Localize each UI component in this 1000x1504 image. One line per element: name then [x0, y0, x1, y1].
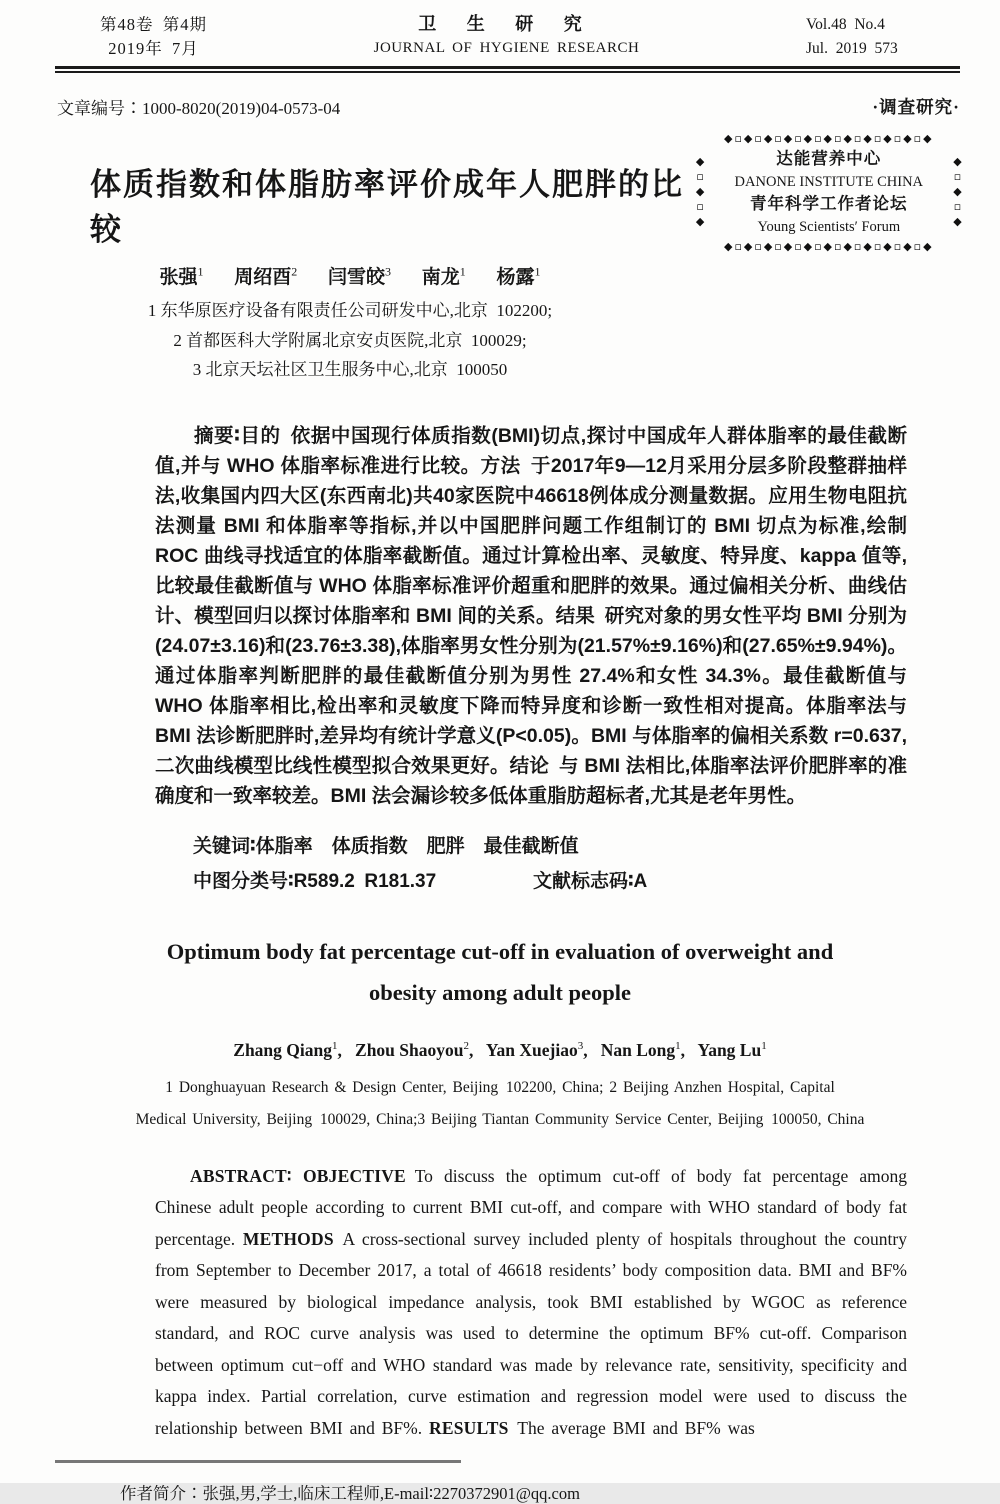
affiliations-cn — [0, 296, 700, 385]
author-affiliation-sup: 3 — [577, 1039, 584, 1052]
author-name-cn: 闫雪皎$^3$ — [327, 264, 391, 288]
clc-number: 中图分类号∶R589.2 R181.37 — [193, 870, 437, 892]
author-name-en: Yan Xuejiao$^3$ , — [486, 1040, 597, 1060]
affiliation-item-cn: 3 北京天坛社区卫生服务中心,北京 100050 — [192, 360, 508, 379]
document-code: 文献标志码∶A — [532, 870, 648, 892]
volume-issue-cn: 第48卷 第4期 — [100, 15, 207, 34]
author-name-en: Nan Long$^1$ , — [601, 1040, 694, 1060]
author-affiliation-sup: 1 — [459, 264, 466, 279]
author-name-en: Zhang Qiang$^1$ , — [233, 1040, 350, 1060]
author-name-en: Zhou Shaoyou$^2$ , — [355, 1040, 482, 1060]
author-affiliation-sup: 1 — [534, 264, 541, 279]
date-page-en: Jul. 2019 573 — [805, 40, 898, 57]
sponsor-forum-en: Young Scientists′ Forum — [757, 219, 901, 235]
header-right — [806, 13, 948, 61]
abstract-en: ABSTRACT∶ OBJECTIVE To discuss the optimum cut-off of body fat percentage among Chinese adult people according to current BMI cut-off, and compare with WHO standard of body fat percentage. METHODS A cross-sectional survey included plenty of hospitals throughout the country from September to December 2017, a total of 46618 residents’ body composition data. BMI and BF% were measured by biological impedance analysis, took BMI established by WGOC as reference standard, and ROC curve analysis was used to determine the optimum BF% cut-off. Comparison between optimum cut−off and WHO standard was made by relevance rate, sensitivity, specificity and kappa index. Partial correlation, curve estimation and regression model were used to discuss the relationship between BMI and BF%. RESULTS The average BMI and BF% was — [155, 1165, 908, 1438]
author-name-cn: 张强$^1$ — [159, 264, 204, 288]
author-bio: 作者简介∶张强,男,学士,临床工程师,E-mail∶2270372901@qq.com — [120, 1484, 580, 1503]
keywords-block — [155, 831, 907, 899]
affiliations-en-line2: Medical University, Beijing 100029, China;3 Beijing Tiantan Community Service Center, Beijing 100050, China — [135, 1110, 865, 1128]
author-affiliation-sup: 1 — [675, 1039, 681, 1052]
volume-issue-en: Vol.48 No.4 — [805, 16, 885, 33]
authors-en — [0, 1040, 1000, 1061]
author-affiliation-sup: 1 — [761, 1039, 767, 1052]
title-row — [90, 133, 965, 252]
article-title-en — [60, 931, 940, 1013]
author-affiliation-sup: 3 — [385, 264, 391, 279]
affiliations-en — [35, 1072, 965, 1136]
affiliations-en-line1: 1 Donghuayuan Research & Design Center, Beijing 102200, China; 2 Beijing Anzhen Hospital, Capital — [165, 1078, 835, 1096]
author-name-en: Yang Lu$^1$ — [697, 1039, 767, 1060]
author-affiliation-sup: 2 — [463, 1039, 469, 1052]
author-name-cn: 周绍酉$^2$ — [234, 264, 298, 288]
article-title-en-line1: Optimum body fat percentage cut-off in evaluation of overweight and — [166, 938, 834, 964]
journal-header — [0, 0, 1000, 61]
footnote-divider — [55, 1460, 461, 1463]
abstract-cn: 摘要∶目的 依据中国现行体质指数(BMI)切点,探讨中国成年人群体脂率的最佳截断值,并与 WHO 体脂率标准进行比较。方法 于2017年9—12月采用分层多阶段整群抽样法,收集国内四大区(东西南北)共40家医院中46618例体成分测量数据。应用生物电阻抗法测量 BMI 和体脂率等指标,并以中国肥胖问题工作组制订的 BMI 切点为标准,绘制 ROC 曲线寻找适宜的体脂率截断值。通过计算检出率、灵敏度、特异度、kappa 值等,比较最佳截断值与 WHO 体脂率标准评价超重和肥胖的效果。通过偏相关分析、曲线估计、模型回归以探讨体脂率和 BMI 间的关系。结果 研究对象的男女性平均 BMI 分别为(24.07±3.16)和(23.76±3.38),体脂率男女性分别为(21.57%±9.16%)和(27.65%±9.94%)。通过体脂率判断肥胖的最佳截断值分别为男性 27.4%和女性 34.3%。最佳截断值与 WHO 体脂率相比,检出率和灵敏度下降而特异度和诊断一致性相对提高。体脂率法与 BMI 法诊断肥胖时,差异均有统计学意义(P<0.05)。BMI 与体脂率的偏相关系数 r=0.637,二次曲线模型比线性模型拟合效果更好。结论 与 BMI 法相比,体脂率法评价肥胖率的准确度和一致率较差。BMI 法会漏诊较多低体重脂肪超标者,尤其是老年男性。 — [155, 424, 907, 807]
journal-name-cn: 卫 生 研 究 — [418, 14, 595, 34]
date-cn: 2019年 7月 — [108, 39, 199, 58]
authors-cn — [0, 262, 700, 289]
affiliation-item-cn: 2 首都医科大学附属北京安贞医院,北京 100029; — [173, 330, 527, 350]
header-left — [100, 13, 207, 61]
author-affiliation-sup: 1 — [332, 1039, 338, 1052]
author-affiliation-sup: 1 — [197, 264, 204, 279]
keywords-cn: 关键词∶体脂率 体质指数 肥胖 最佳截断值 — [193, 835, 579, 857]
clc-line — [155, 865, 907, 899]
affiliation-item-cn: 1 东华原医疗设备有限责任公司研发中心,北京 102200; — [147, 301, 553, 320]
sponsor-name-cn: ◆▫◆▫◆▫◆▫◆▫◆▫◆▫◆▫◆▫◆▫◆ 达能营养中心 — [776, 150, 882, 168]
author-affiliation-sup: 2 — [291, 264, 298, 279]
sponsor-forum-cn: 青年科学工作者论坛 — [750, 195, 908, 213]
header-center — [374, 13, 640, 61]
article-title-cn: 体质指数和体脂肪率评价成年人肥胖的比较 — [90, 167, 684, 247]
author-name-cn: 南龙$^1$ — [421, 264, 466, 288]
article-number: 文章编号∶1000-8020(2019)04-0573-04 — [57, 99, 341, 118]
article-title-en-line2: obesity among adult people — [369, 979, 631, 1005]
article-meta-row — [57, 94, 960, 119]
sponsor-box — [693, 133, 965, 252]
journal-name-en: JOURNAL OF HYGIENE RESEARCH — [373, 40, 640, 56]
author-name-cn: 杨露$^1$ — [496, 264, 541, 288]
header-divider — [55, 66, 960, 73]
column-badge: ·调查研究· — [872, 97, 960, 117]
sponsor-name-en: DANONE INSTITUTE CHINA — [734, 174, 924, 190]
